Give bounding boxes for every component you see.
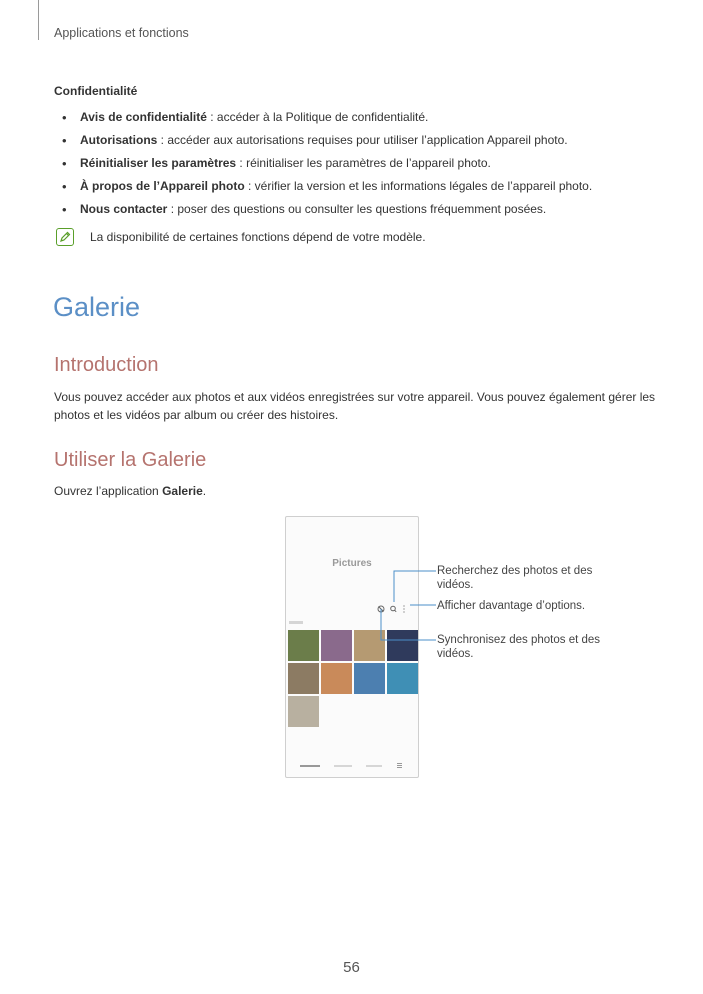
callout-search: Recherchez des photos et des vidéos.: [437, 565, 593, 591]
list-item: • Réinitialiser les paramètres : réinitialiser les paramètres de l’appareil photo.: [62, 156, 491, 171]
note-text: La disponibilité de certaines fonctions dépend de votre modèle.: [90, 230, 426, 244]
callout-more-options: Afficher davantage d’options.: [437, 600, 586, 612]
chapter-title: Galerie: [53, 292, 141, 322]
screen-title: Pictures: [332, 558, 372, 569]
section-heading-use-gallery: Utiliser la Galerie: [54, 449, 207, 471]
running-header: Applications et fonctions: [54, 26, 189, 40]
open-app-paragraph: Ouvrez l’application Galerie.: [54, 484, 207, 498]
callout-sync: Synchronisez des photos et des vidéos.: [437, 634, 601, 660]
privacy-heading: Confidentialité: [54, 84, 138, 98]
list-item: • Avis de confidentialité : accéder à la Politique de confidentialité.: [62, 110, 429, 125]
intro-paragraph: Vous pouvez accéder aux photos et aux vidéos enregistrées sur votre appareil. Vous pouvez également gérer les photos et les vidéos par album ou créer des histoires.: [54, 390, 656, 422]
page-number: 56: [343, 959, 360, 976]
list-item: • Autorisations : accéder aux autorisations requises pour utiliser l’application Appareil photo.: [62, 133, 568, 148]
section-heading-introduction: Introduction: [54, 354, 159, 376]
list-item: • Nous contacter : poser des questions ou consulter les questions fréquemment posées.: [62, 202, 547, 217]
list-item: • À propos de l’Appareil photo : vérifier la version et les informations légales de l’appareil photo.: [62, 179, 593, 194]
